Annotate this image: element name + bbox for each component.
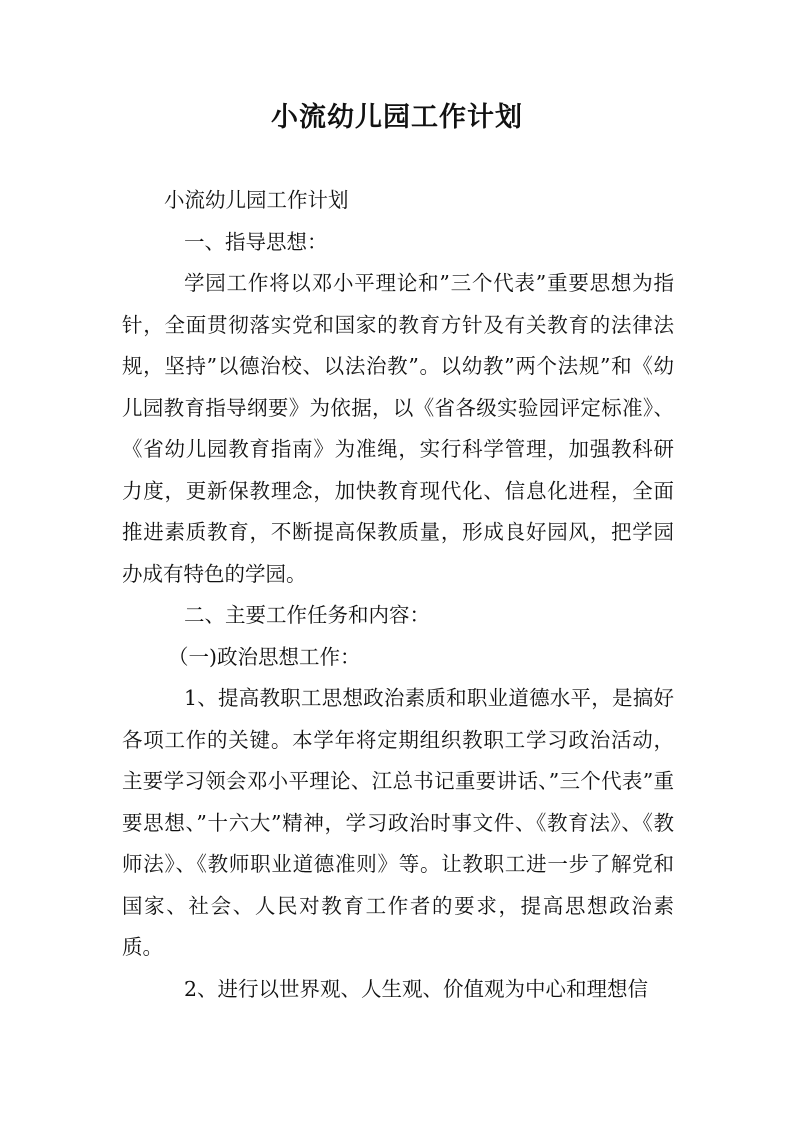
document-title: 小流幼儿园工作计划 [271, 102, 523, 133]
item-paragraph-2: 2、进行以世界观、人生观、价值观为中心和理想信 [184, 976, 649, 1001]
section-heading-main-tasks: 二、主要工作任务和内容： [184, 603, 430, 627]
section-heading-guiding-thought: 一、指导思想： [184, 229, 328, 254]
subtitle-paragraph: 小流幼儿园工作计划 [164, 188, 349, 212]
guiding-thought-paragraph: 学园工作将以邓小平理论和”三个代表”重要思想为指针，全面贯彻落实党和国家的教育方针及有关教育的法律法规，坚持”以德治校、以法治教”。以幼教”两个法规”和《幼儿园教育指导纲要》为依据，以《省各级实验园评定标准》、《省幼儿园教育指南》为准绳，实行科学管理，加强教科研力度，更新保教理念，加快教育现代化、信息化进程，全面推进素质教育，不断提高保教质量，形成良好园风，把学园办成有特色的学园。 [122, 271, 674, 586]
item-paragraph-1: 1、提高教职工思想政治素质和职业道德水平，是搞好各项工作的关键。本学年将定期组织教职工学习政治活动，主要学习领会邓小平理论、江总书记重要讲话、”三个代表”重要思想、”十六大”精神，学习政治时事文件、《教育法》、《教师法》、《教师职业道德准则》等。让教职工进一步了解党和国家、社会、人民对教育工作者的要求，提高思想政治素质。 [122, 686, 674, 959]
document-body [122, 180, 674, 1010]
subsection-heading-political-work: （一)政治思想工作： [168, 644, 361, 669]
